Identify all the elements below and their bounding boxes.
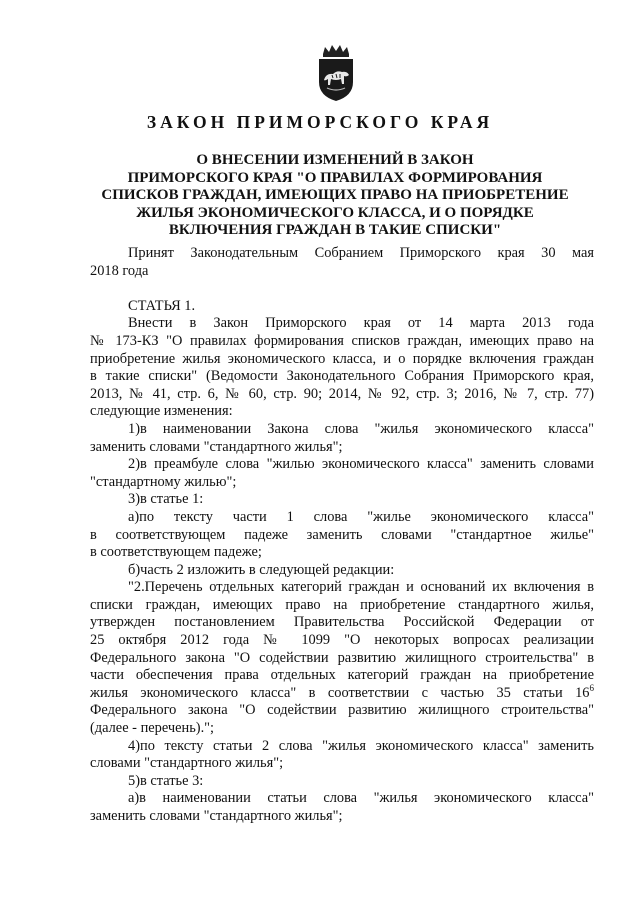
paragraph-line: № 173-КЗ "О правилах формирования списков граждан, имеющих право на	[90, 332, 594, 349]
article-heading: СТАТЬЯ 1.	[128, 297, 196, 314]
item-4-line: 4)по тексту статьи 2 слова "жилья экономического класса" заменить	[128, 737, 594, 754]
item-2-line: 2)в преамбуле слова "жилью экономического класса" заменить словами	[128, 456, 594, 473]
item-3a-line: в соответствующем падеже;	[90, 544, 262, 561]
subtitle-line: О ВНЕСЕНИИ ИЗМЕНЕНИЙ В ЗАКОН	[196, 152, 474, 168]
adoption-line: Принят Законодательным Собранием Приморского края 30 мая	[128, 245, 594, 261]
item-1-line: 1)в наименовании Закона слова "жилья экономического класса"	[128, 420, 594, 437]
item-5: 5)в статье 3:	[128, 772, 204, 789]
law-title: ЗАКОН ПРИМОРСКОГО КРАЯ	[146, 112, 494, 132]
law-subtitle	[100, 152, 570, 240]
item-5a-line: заменить словами "стандартного жилья";	[90, 808, 343, 824]
item-5a-line: а)в наименовании статьи слова "жилья экономического класса"	[128, 790, 594, 807]
quote-line	[90, 685, 594, 703]
paragraph-line: следующие изменения:	[90, 403, 233, 420]
subtitle-line: ПРИМОРСКОГО КРАЯ "О ПРАВИЛАХ ФОРМИРОВАНИЯ	[127, 169, 543, 186]
item-4-line: словами "стандартного жилья";	[90, 755, 284, 772]
paragraph-line: приобретение жилья экономического класса, и о порядке включения граждан	[90, 350, 594, 367]
item-3: 3)в статье 1:	[128, 491, 204, 508]
quote-line: списки граждан, имеющих право на приобретение стандартного жилья,	[90, 596, 594, 613]
item-3a-line: а)по тексту части 1 слова "жилье экономического класса"	[128, 508, 594, 525]
item-1-line: заменить словами "стандартного жилья";	[90, 438, 343, 455]
subtitle-line: ВКЛЮЧЕНИЯ ГРАЖДАН В ТАКИЕ СПИСКИ"	[168, 222, 502, 239]
subtitle-line: СПИСКОВ ГРАЖДАН, ИМЕЮЩИХ ПРАВО НА ПРИОБРЕТЕНИЕ	[101, 187, 569, 204]
item-2-line: "стандартному жилью";	[90, 473, 237, 490]
quote-line: 25 октября 2012 года № 1099 "О некоторых вопросах реализации	[90, 632, 594, 649]
document-body	[90, 245, 594, 826]
paragraph-line: 2013, № 41, стр. 6, № 60, стр. 90; 2014, № 92, стр. 3; 2016, № 7, стр. 77)	[90, 385, 594, 402]
subtitle-line: ЖИЛЬЯ ЭКОНОМИЧЕСКОГО КЛАССА, И О ПОРЯДКЕ	[136, 204, 534, 221]
item-3b: б)часть 2 изложить в следующей редакции:	[128, 561, 395, 578]
quote-line-text: жилья экономического класса" в соответствии с частью 35 статьи 16	[90, 684, 590, 701]
paragraph-line: Внести в Закон Приморского края от 14 марта 2013 года	[128, 315, 594, 332]
quote-line: Федерального закона "О содействии развитию жилищного строительства" в	[90, 649, 594, 666]
quote-line: части обеспечения права отдельных категорий граждан на приобретение	[90, 667, 594, 684]
item-3a-line: в соответствующем падеже заменить словами "стандартное жилье"	[90, 526, 594, 543]
paragraph-line: в такие списки" (Ведомости Законодательного Собрания Приморского края,	[90, 368, 594, 385]
coat-of-arms-icon	[313, 44, 359, 102]
quote-line: утвержден постановлением Правительства Российской Федерации от	[90, 614, 594, 631]
superscript: 6	[589, 683, 594, 694]
quote-line: Федерального закона "О содействии развитию жилищного строительства"	[90, 702, 594, 719]
adoption-line: 2018 года	[90, 262, 149, 279]
quote-line: "2.Перечень отдельных категорий граждан и оснований их включения в	[128, 579, 594, 596]
quote-line: (далее - перечень).";	[90, 720, 215, 737]
